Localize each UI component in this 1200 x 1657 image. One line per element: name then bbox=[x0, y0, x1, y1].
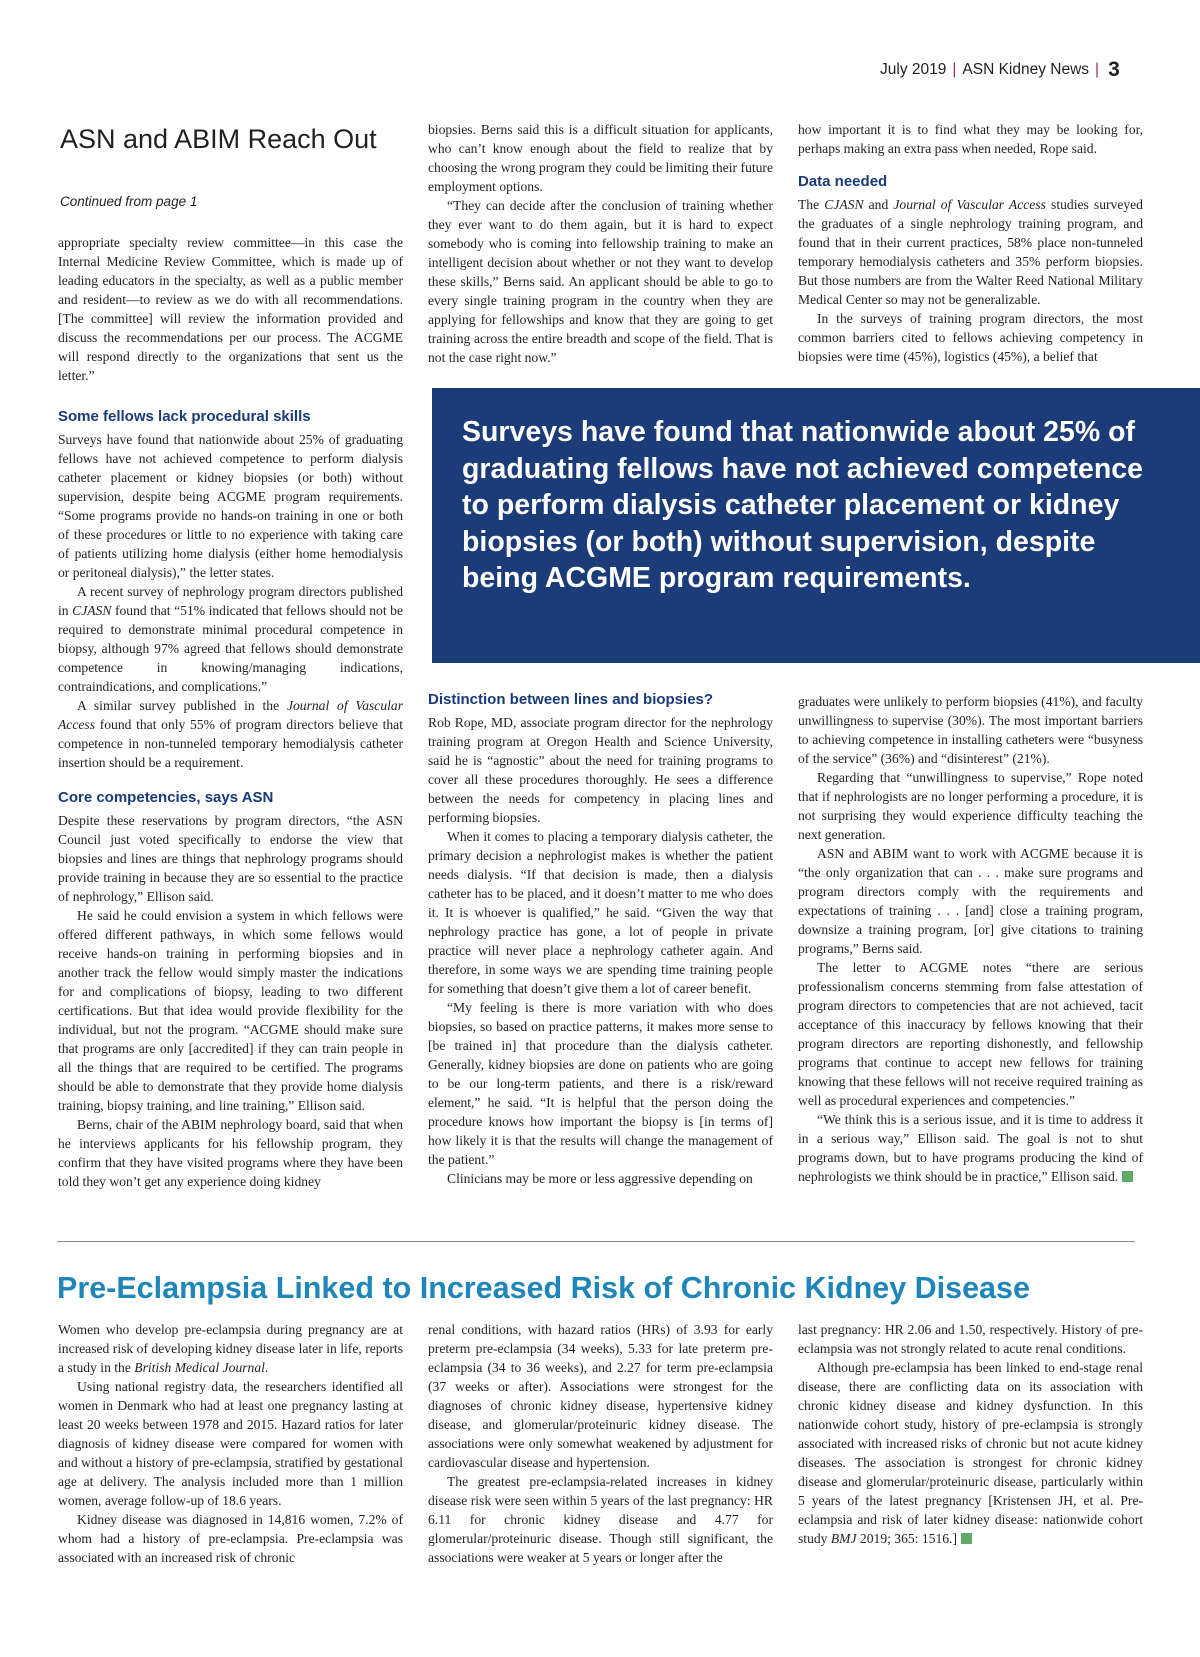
journal-name: Journal of Vascular Access bbox=[893, 197, 1046, 212]
paragraph: ASN and ABIM want to work with ACGME because it is “the only organization that can . . . make sure programs and program directors comply with the requirements and expectations of training . . . [and] close a training program, downsize a training program, [or] give citations to training programs,” Berns said. bbox=[798, 846, 1143, 956]
paragraph: Despite these reservations by program directors, “the ASN Council just voted specifically to endorse the view that biopsies and lines are things that nephrology programs should provide training in because they are so essential to the practice of nephrology,” Ellison said. bbox=[58, 813, 403, 904]
end-mark-icon bbox=[1122, 1171, 1133, 1182]
paragraph: graduates were unlikely to perform biopsies (41%), and faculty unwillingness to supervise (30%). The most important barriers to achieving competence in installing catheters were “busyness of the service” (36%) and “disinterest” (21%). bbox=[798, 694, 1143, 766]
paragraph: Regarding that “unwillingness to supervise,” Rope noted that if nephrologists are no longer performing a procedure, it is not surprising they would experience difficulty teaching the next generation. bbox=[798, 770, 1143, 842]
column-3-top bbox=[798, 120, 1143, 366]
paragraph: Rob Rope, MD, associate program director for the nephrology training program at Oregon Health and Science University, said he is “agnostic” about the need for training programs to cover all these procedures thoroughly. He sees a difference between the needs for competency in placing lines and performing biopsies. bbox=[428, 715, 773, 825]
header-separator: | bbox=[952, 61, 957, 78]
section-heading: Core competencies, says ASN bbox=[58, 789, 274, 806]
journal-name: CJASN bbox=[824, 197, 864, 212]
column-1 bbox=[58, 233, 403, 1191]
paragraph: Berns, chair of the ABIM nephrology board, said that when he interviews applicants for his fellowship program, they confirm that they have visited programs where they have been told they won’t get any experience doing kidney bbox=[58, 1117, 403, 1189]
running-header bbox=[880, 58, 1142, 82]
journal-name: CJASN bbox=[72, 603, 112, 618]
paragraph: When it comes to placing a temporary dialysis catheter, the primary decision a nephrologist makes is whether the patient needs dialysis. “If that decision is made, then a dialysis catheter has to be placed, and it doesn’t matter to me who does it. It is whoever is qualified,” he said. “Given the way that nephrology practice has gone, a lot of people in private practice will never place a nephrology catheter again. And therefore, in some ways we are spending time training people for something that doesn’t give them a lot of career benefit. bbox=[428, 829, 773, 996]
publication-name: ASN Kidney News bbox=[962, 61, 1090, 78]
paragraph: Clinicians may be more or less aggressive depending on bbox=[447, 1171, 753, 1186]
pull-quote-text: Surveys have found that nationwide about 25% of graduating fellows have not achieved competence to perform dialysis catheter placement or kidney biopsies (or both) without supervision, despite being ACGME program requirements. bbox=[462, 416, 1144, 594]
paragraph: “We think this is a serious issue, and it is time to address it in a serious way,” Ellison said. The goal is not to shut programs down, but to have programs producing the kind of nephrologists we think should be in practice,” Ellison said. bbox=[798, 1112, 1143, 1184]
section-heading: Data needed bbox=[798, 173, 888, 190]
paragraph: In the surveys of training program directors, the most common barriers cited to fellows achieving competency in biopsies were time (45%), logistics (45%), a belief that bbox=[798, 311, 1143, 364]
paragraph: last pregnancy: HR 2.06 and 1.50, respectively. History of pre-eclampsia was not strongly related to acute renal conditions. bbox=[798, 1322, 1143, 1356]
paragraph: The greatest pre-eclampsia-related increases in kidney disease risk were seen within 5 years of the last pregnancy: HR 6.11 for chronic kidney disease and 4.77 for glomerular/proteinuric disease. Though still significant, the associations were weaker at 5 years or longer after the bbox=[428, 1474, 773, 1565]
page-number: 3 bbox=[1108, 58, 1120, 81]
journal-name: British Medical Journal bbox=[134, 1360, 265, 1375]
column-2-bottom bbox=[428, 690, 773, 1188]
paragraph: appropriate specialty review committee—in this case the Internal Medicine Review Committee, which is made up of leading educators in the specialty, as well as a public member and resident—to review as we do with all recommendations. [The committee] will review the information provided and discuss the recommendations per our process. The ACGME will respond directly to the organizations that sent us the letter.” bbox=[58, 235, 403, 383]
section-heading: Distinction between lines and biopsies? bbox=[428, 691, 714, 708]
section-divider bbox=[57, 1241, 1135, 1242]
end-mark-icon bbox=[961, 1533, 972, 1544]
article-title: Pre-Eclampsia Linked to Increased Risk of Chronic Kidney Disease bbox=[57, 1271, 1030, 1305]
article2-column-2 bbox=[428, 1320, 773, 1567]
paragraph: The letter to ACGME notes “there are serious professionalism concerns stemming from false attestation of program directors to competencies that are not achieved, tacit acceptance of this inaccuracy by fellows knowing that their program directors are reporting dishonestly, and fellowship programs that continue to accept new fellows for training knowing that these fellows will not receive required training as well as procedural experiences and competencies.” bbox=[798, 960, 1143, 1108]
story-title: ASN and ABIM Reach Out bbox=[60, 124, 377, 154]
paragraph: Using national registry data, the researchers identified all women in Denmark who had at least one pregnancy lasting at least 20 weeks between 1978 and 2015. Hazard ratios for later diagnosis of kidney disease were compared for women with and without a history of pre-eclampsia, stratified by gestational age at delivery. The analysis included more than 1 million women, average follow-up of 18.6 years. bbox=[58, 1379, 403, 1508]
section-heading: Some fellows lack procedural skills bbox=[58, 408, 311, 425]
journal-name: BMJ bbox=[830, 1531, 857, 1546]
paragraph: “They can decide after the conclusion of training whether they ever want to do them again, but it is hard to expect somebody who is coming into fellowship training to make an intelligent decision about whether or not they want to develop these skills,” Berns said. An applicant should be able to go to every single training program in the country when they are applying for fellowships and know that they are going to get training across the entire breadth and scope of the field. That is not the case right now.” bbox=[428, 198, 773, 365]
pull-quote-box bbox=[432, 388, 1200, 663]
article2-column-3 bbox=[798, 1320, 1143, 1548]
journal-name: Journal of Vascular Access bbox=[58, 698, 403, 732]
column-2-top bbox=[428, 120, 773, 367]
paragraph: A similar survey published in the Journal of Vascular Access found that only 55% of program directors believe that competence in non-tunneled temporary hemodialysis catheter insertion should be a requirement. bbox=[58, 698, 403, 770]
continued-from-note: Continued from page 1 bbox=[60, 194, 198, 209]
column-3-bottom bbox=[798, 692, 1143, 1186]
article2-column-1 bbox=[58, 1320, 403, 1567]
header-separator: | bbox=[1095, 61, 1100, 78]
paragraph: biopsies. Berns said this is a difficult situation for applicants, who can’t know enough about the field to realize that by choosing the wrong program they could be limiting their future employment options. bbox=[428, 122, 773, 194]
paragraph: A recent survey of nephrology program directors published in CJASN found that “51% indicated that fellows should not be required to demonstrate minimal procedural competence in biopsy, although 97% agreed that fellows should demonstrate competence in knowing/managing indications, contraindications, and complications.” bbox=[58, 584, 403, 694]
paragraph: renal conditions, with hazard ratios (HRs) of 3.93 for early preterm pre-eclampsia (34 weeks), 5.33 for late preterm pre-eclampsia (34 to 36 weeks), and 2.27 for term pre-eclampsia (37 weeks or after). Associations were strongest for the diagnoses of chronic kidney disease, hypertensive kidney disease, and glomerular/proteinuric kidney disease. The associations were only somewhat weakened by adjustment for cardiovascular disease and hypertension. bbox=[428, 1322, 773, 1470]
paragraph: “My feeling is there is more variation with who does biopsies, so based on practice patterns, it makes more sense to [be trained in] that procedure than the dialysis catheter. Generally, kidney biopsies are done on patients who are going to be our long-term patients, and there is a risk/reward element,” he said. “It is helpful that the person doing the procedure knows how important the biopsy is [in terms of] how likely it is that the results will change the management of the patient.” bbox=[428, 1000, 773, 1167]
paragraph: Kidney disease was diagnosed in 14,816 women, 7.2% of whom had a history of pre-eclampsia. Pre-eclampsia was associated with an increased risk of chronic bbox=[58, 1512, 403, 1565]
paragraph: how important it is to find what they may be looking for, perhaps making an extra pass when needed, Rope said. bbox=[798, 122, 1143, 156]
paragraph: Surveys have found that nationwide about 25% of graduating fellows have not achieved competence to perform dialysis catheter placement or kidney biopsies (or both) without supervision, despite being ACGME program requirements. “Some programs provide no hands-on training in one or both of these procedures or little to no experience with taking care of patients utilizing home dialysis (either home hemodialysis or peritoneal dialysis),” the letter states. bbox=[58, 432, 403, 580]
paragraph: He said he could envision a system in which fellows were offered different pathways, in which some fellows would receive hands-on training in performing biopsies and in another track the fellow would simply master the indications for and complications of biopsy, leading to two different certifications. But that idea would provide flexibility for the individual, but not the program. “ACGME should make sure that programs are only [accredited] if they can train people in all the things that are required to be certified. The programs should be able to demonstrate that they provide home dialysis training, biopsy training, and line training,” Ellison said. bbox=[58, 908, 403, 1113]
issue-date: July 2019 bbox=[880, 61, 947, 78]
paragraph: Women who develop pre-eclampsia during pregnancy are at increased risk of developing kidney disease later in life, reports a study in the British Medical Journal. bbox=[58, 1322, 403, 1375]
paragraph: The CJASN and Journal of Vascular Access studies surveyed the graduates of a single nephrology training program, and found that in their current practices, 58% place non-tunneled temporary hemodialysis catheters and 35% perform biopsies. But those numbers are from the Walter Reed National Military Medical Center so may not be generalizable. bbox=[798, 197, 1143, 307]
paragraph: Although pre-eclampsia has been linked to end-stage renal disease, there are conflicting data on its association with chronic kidney disease and kidney dysfunction. In this nationwide cohort study, history of pre-eclampsia is strongly associated with increased risks of chronic but not acute kidney diseases. The association is strongest for chronic kidney disease and glomerular/proteinuric disease, particularly within 5 years of the latest pregnancy [Kristensen JH, et al. Pre-eclampsia and risk of later kidney disease: nationwide cohort study BMJ 2019; 365: 1516.] bbox=[798, 1360, 1143, 1546]
